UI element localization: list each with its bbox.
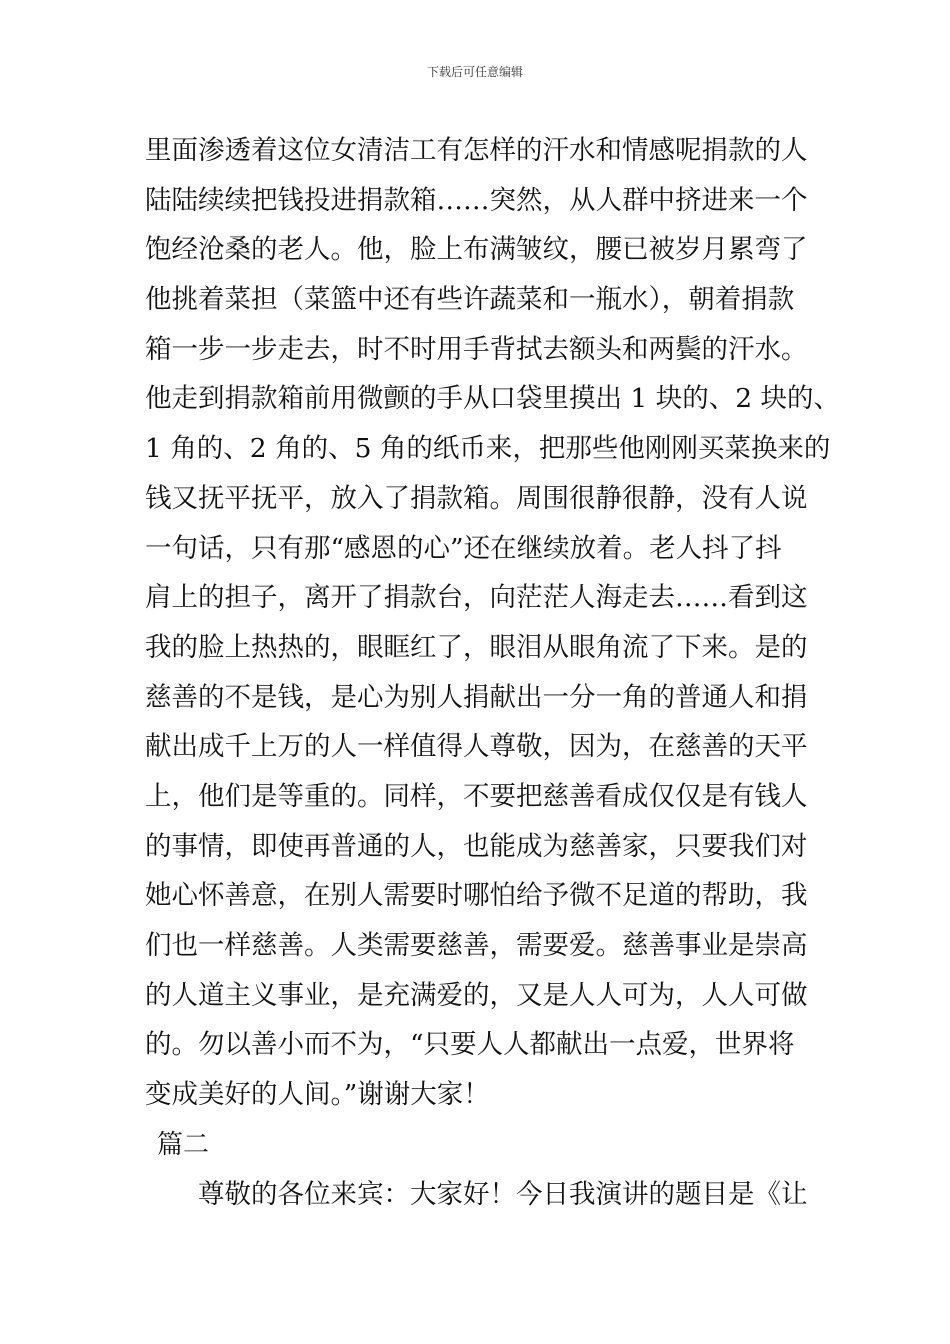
text-line: 的人道主义事业，是充满爱的，又是人人可为，人人可做 <box>145 979 808 1011</box>
text-line: 我的脸上热热的，眼眶红了，眼泪从眼角流了下来。是的 <box>145 631 808 663</box>
text-line: 的。勿以善小而不为，“只要人人都献出一点爱，世界将 <box>145 1029 795 1061</box>
text-line: 们也一样慈善。人类需要慈善，需要爱。慈善事业是崇高 <box>145 930 808 961</box>
text-line: 慈善的不是钱，是心为别人捐献出一分一角的普通人和捐 <box>145 681 808 713</box>
text-line: 陆陆续续把钱投进捐款箱……突然，从人群中挤进来一个 <box>145 184 808 216</box>
text-line: 箱一步一步走去，时不时用手背拭去额头和两鬓的汗水。 <box>145 333 808 365</box>
text-line: 他挑着菜担（菜篮中还有些许蔬菜和一瓶水），朝着捐款 <box>145 284 795 316</box>
text-line: 一句话，只有那“感恩的心”还在继续放着。老人抖了抖 <box>145 532 782 564</box>
text-line: 变成美好的人间。”谢谢大家！ <box>145 1079 490 1111</box>
text-line: 肩上的担子，离开了捐款台，向茫茫人海走去……看到这 <box>145 582 808 614</box>
text-line: 1 角的、2 角的、5 角的纸币来，把那些他刚刚买菜换来的 <box>145 433 831 465</box>
page-header: 下载后可任意编辑 <box>426 65 523 79</box>
text-line: 献出成千上万的人一样值得人尊敬，因为，在慈善的天平 <box>145 731 808 763</box>
text-line: 钱又抚平抚平，放入了捐款箱。周围很静很静，没有人说 <box>145 482 808 514</box>
text-line: 的事情，即使再普通的人，也能成为慈善家，只要我们对 <box>145 830 808 862</box>
text-line: 里面渗透着这位女清洁工有怎样的汗水和情感呢捐款的人 <box>145 135 808 166</box>
text-line: 上，他们是等重的。同样，不要把慈善看成仅仅是有钱人 <box>145 780 808 812</box>
section-heading: 篇二 <box>157 1130 210 1160</box>
body-paragraph <box>145 126 840 1120</box>
text-line: 她心怀善意，在别人需要时哪怕给予微不足道的帮助，我 <box>145 880 808 912</box>
section-first-line: 尊敬的各位来宾：大家好！今日我演讲的题目是《让 <box>198 1179 808 1210</box>
text-line: 他走到捐款箱前用微颤的手从口袋里摸出 1 块的、2 块的、 <box>145 383 840 415</box>
text-line: 饱经沧桑的老人。他，脸上布满皱纹，腰已被岁月累弯了 <box>145 234 808 266</box>
